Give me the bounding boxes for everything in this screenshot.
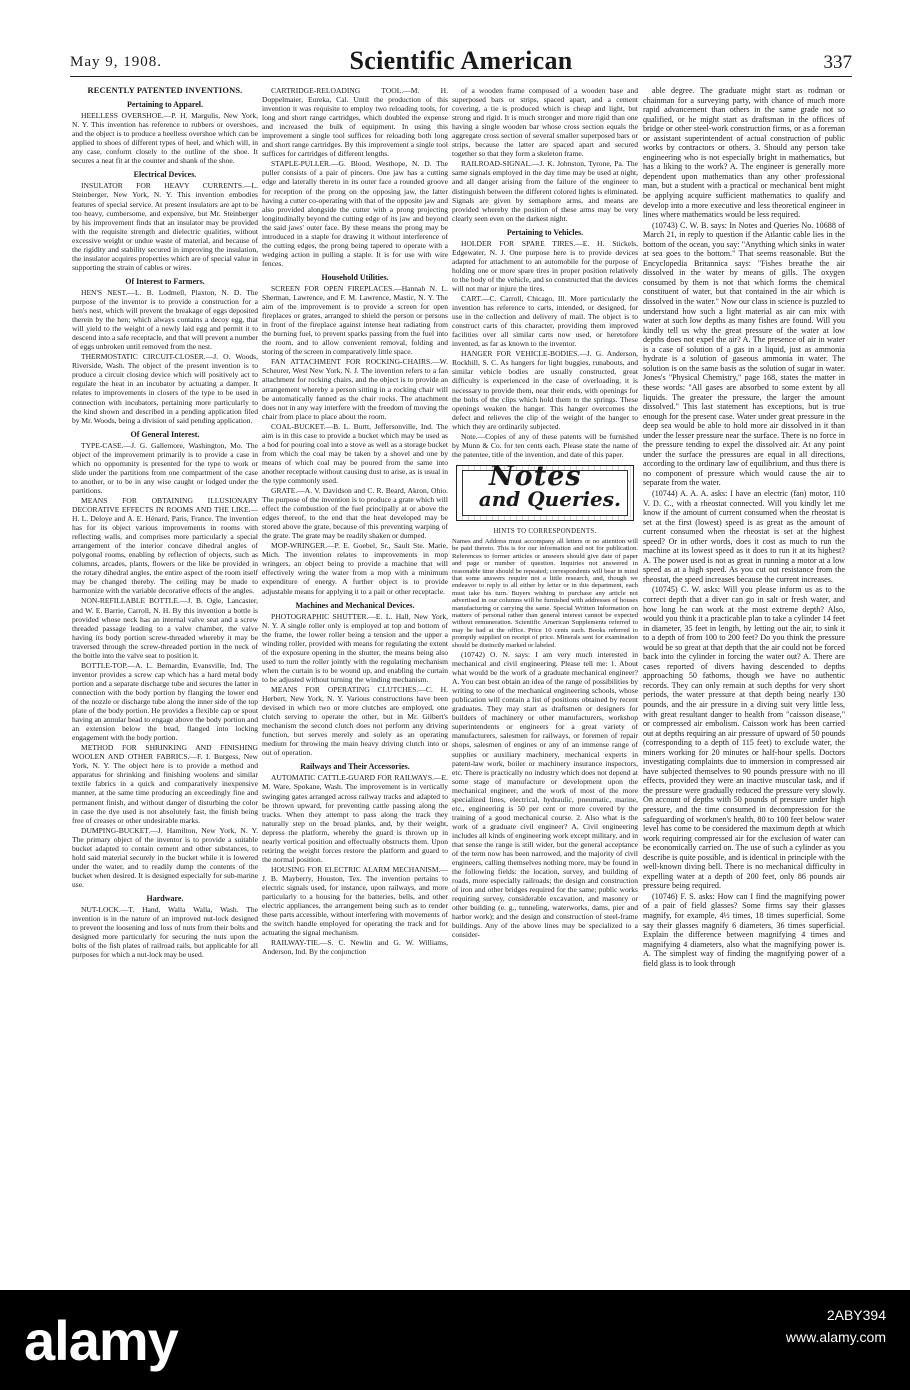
column-1 <box>72 86 258 1076</box>
query-paragraph: (10746) F. S. asks: How can I find the magnifying power of a pair of field glasses? Some firms say their glasses magnify, for example, 4½ times, 18 times superficial. Some say their glasses magnify 6 diameters, 36 times superficial. Explain the difference between magnifying 4 times and magnifying 4 diameters, also what the magnifying power is. A. The simplest way of finding the magnifying power of a field glass is to look through <box>643 891 845 968</box>
article-paragraph: RAILWAY-TIE.—S. C. Newlin and G. W. Williams, Anderson, Ind. By the conjunction <box>262 938 448 957</box>
article-paragraph: COAL-BUCKET.—B. L. Burtt, Jeffersonville, Ind. The aim is in this case to provide a bucket which may be used as a hod for pouring coal into a stove as well as a storage bucket from which the coal may be taken by a shovel and one by means of which coal may be poured from the same into another receptacle without causing dust to arise, as is usual in the type commonly used. <box>262 421 448 485</box>
column-2 <box>262 86 448 1076</box>
subsection-railways: Railways and Their Accessories. <box>300 762 410 772</box>
column-4 <box>643 86 845 1076</box>
banner-frame <box>462 460 628 516</box>
article-paragraph: INSULATOR FOR HEAVY CURRENTS.—L. Steinberger, New York, N. Y. This invention embodies features of special service. At present insulators are apt to be too heavy, cumbersome, and expensive, but Mr. Steinberger by his improvement finds that an insulator may be provided with the requisite strength and dielectric qualities, without excessive weight or undue waste of material, and because of the rigidity and stability secured in improving the insulation, the insulator acquires properties which are of special value in supporting the strain of cables or wires. <box>72 181 258 272</box>
article-paragraph: TYPE-CASE.—J. G. Gallemore, Washington, Mo. The object of the improvement primarily is to provide a case in which no opportunity is presented for the type to work or slide under the partitions from one compartment of the case to another, or to be in any wise caught or lodged under the partitions. <box>72 440 258 495</box>
subsection-hardware: Hardware. <box>146 893 184 903</box>
article-paragraph: CART.—C. Carroll, Chicago, Ill. More particularly the invention has reference to carts, intended, or designed, for use in the collection and delivery of mail. The object is to construct carts of this character, providing them improved facilities over all similar carts now used, or heretofore invented, as far as known to the inventor. <box>452 294 638 349</box>
query-paragraph: (10742) O. N. says: I am very much interested in mechanical and civil engineering. Please tell me: 1. About what would be the work of a graduate mechanical engineer? A. You can best obtain an idea of the range of possibilities by writing to one of the mechanical engineering schools, whose publication will contain a list of positions obtained by recent graduates. They may start as draftsmen or designers for builders of machinery or other manufacturers, workshop superintendents or engineers for a great variety of manufacturers, salesmen for railways, or foremen of repair shops, salesmen of engines or any of an immense range of supplies or auxiliary machinery, mechanical experts in patent-law work, boiler or machinery insurance inspectors, etc. There is practically no industry which does not depend at some stage of manufacture or development upon the mechanical engineer, and the work of most of the more specialized lines, electrical, hydraulic, pneumatic, marine, etc., engineering is 50 per cent or more covered by the training of a good mechanical course. 2. Also what is the work of a graduate civil engineer? A. Civil engineering includes all kinds of engineering work except military, and in that sense the range is still wider, but the general acceptance of the term now has been narrowed, and the majority of civil engineers, calling themselves nothing more, may be found in the following fields: the location, survey, and building of roads, more especially railroads; the design and construction of iron and other bridges required for the same; public works requiring survey, considerable excavation, and masonry or other building (e. g., tunneling, waterworks, dams, pier and harbor work); and the design and construction of steel-frame buildings. Any of the above lines may be specialized to a consider- <box>452 650 638 940</box>
article-paragraph: of a wooden frame composed of a wooden base and superposed bars or strips, spaced apart, and a cement covering, a tie is produced which is cheap and light, but strong and rigid. It is much stronger and more rigid than one having a single wooden bar whose cross section equals the aggregate cross section of several smaller superposed bars or strips, because the latter are spaced apart and secured together so that they form a skeleton frame. <box>452 86 638 159</box>
subsection-household: Household Utilities. <box>321 272 389 282</box>
masthead-title: Scientific American <box>349 46 573 75</box>
article-paragraph: THERMOSTATIC CIRCUIT-CLOSER.—J. O. Woods, Riverside, Wash. The object of the present invention is to produce a circuit closing device which will positively act to regulate the heat in an incubator by actuating a damper. It relates to improvements in closers of the type to be used in connection with incubators, pertaining more particularly to the kind shown and described in a pending application filed by Mr. Woods, being a division of said pending application. <box>72 352 258 425</box>
hints-title: HINTS TO CORRESPONDENTS. <box>493 527 597 535</box>
watermark-info <box>786 1304 886 1348</box>
banner-word-queries: and Queries. <box>478 486 621 511</box>
article-paragraph: SCREEN FOR OPEN FIREPLACES.—Hannah N. L. Sherman, Lawrence, and F. M. Lawrence, Mastic, N. Y. The aim of the improvement is to provide a screen for open fireplaces or grates, arranged to shield the person or persons in front of the fireplace against intense heat radiating from the burning fuel, to prevent sparks passing from the fuel into the room, and to allow convenient removal, folding and storing of the screen in comparatively little space. <box>262 283 448 357</box>
article-paragraph: MEANS FOR OBTAINING ILLUSIONARY DECORATIVE EFFECTS IN ROOMS AND THE LIKE.—H. L. Deloye and A. E. Hénard, Paris, France. The invention has for its object various improvements in rooms with reflecting walls, and comprises more particularly a special arrangement of the interior concave dihedral angles of polygonal rooms, enabling by reflection of objects, such as columns, arcades, plants, flowers or the like be provided in the rotary dihedral angles, the entire aspect of the room itself may be changed thereby. The ceiling may be made to harmonize with the variable decorative effects of the angles. <box>72 495 258 596</box>
banner-word-notes: Notes <box>489 460 582 492</box>
article-paragraph: NUT-LOCK.—T. Hand, Walla Walla, Wash. The invention is in the nature of an improved nut-lock designed to prevent the loosening and loss of nuts from their bolts and designed more particularly for securing the nuts upon the bolts of the fish plates of railroad rails, but applicable for all purposes for which a nut-lock may be used. <box>72 905 258 960</box>
page-header <box>70 40 852 75</box>
article-paragraph: GRATE.—A. V. Davidson and C. R. Beard, Akron, Ohio. The purpose of the invention is to produce a grate which will effect the combustion of the fuel principally at or above the edges thereof, to the end that the heat developed may be stored above the grate, because of this preventing warping of the grate. The grate may be readily shaken or dumped. <box>262 486 448 541</box>
article-paragraph: DUMPING-BUCKET.—J. Hamilton, New York, N. Y. The primary object of the inventor is to provide a suitable bucket adapted to contain cement and other substances, to hold said material securely in the bucket while it is lowered under the water, and to readily dump the contents of the bucket when desired. It is designed especially for sub-marine use. <box>72 825 258 889</box>
article-paragraph: HEELLESS OVERSHOE.—P. H. Margulis, New York, N. Y. This invention has reference to rubbers or overshoes, and the object is to produce a heelless overshoe which can be applied to shoes of different types of heel, and which will, in any case, conform closely to the outline of the shoe. It secures a neat fit at the counter and shank of the shoe. <box>72 111 258 166</box>
article-paragraph: STAPLE-PULLER.—G. Blood, Westhope, N. D. The puller consists of a pair of pincers. One jaw has a cutting edge and laterally thereto in its outer face a rounded groove for reception of the prong on the opposing jaw, the latter having a cutter co-operating with that of the opposite jaw and also provided alongside the cutter with a prong projecting longitudinally beyond the cutting edge of its jaw and beyond the said jaws' outer face. By these means the prong may be introduced in a staple for drawing it without interference of the cutting edges, the prong being tapered to operate with a wedging action in pulling a staple. It is for use with wire fences. <box>262 159 448 268</box>
section-heading: RECENTLY PATENTED INVENTIONS. <box>87 86 243 95</box>
article-paragraph: HOUSING FOR ELECTRIC ALARM MECHANISM.—J. B. Mayberry, Houston, Tex. The invention pertains to electric signals used, for instance, upon railways, and more particularly to a housing for the batteries, bells, and other electric appliances, the arrangement being such as to render these parts accessible, without interfering with movements of the switch handle employed for operating the track and for actuating the signal mechanism. <box>262 864 448 938</box>
article-paragraph: MOP-WRINGER.—P. E. Goebel, Sr., Sault Ste. Marie, Mich. The invention relates to improvements in mop wringers, an object being to provide a machine that will effectively wring the water from a mop with a minimum expenditure of energy. A further object is to provide adjustable means for applying it to a pail or other receptacle. <box>262 541 448 596</box>
article-paragraph: METHOD FOR SHRINKING AND FINISHING WOOLEN AND OTHER FABRICS.—F. I. Burgess, New York, N. Y. The object here is to provide a method and apparatus for shrinking and finishing woolens and similar textile fabrics in a quick and comparatively inexpensive manner, at the same time producing an exceedingly fine and permanent finish, and without danger of disturbing the color in case the dye used is not absolutely fast, the finish being free of creases or other undesirable marks. <box>72 743 258 825</box>
query-paragraph: (10743) C. W. B. says: In Notes and Queries No. 10688 of March 21, in reply to question if the Atlantic cable lies in the bottom of the ocean, you say: "Anything which sinks in water at sea goes to the bottom." That seems reasonable. But the Encyclopedia Britannica says: "Fishes breathe the air dissolved in the water by means of gills. The oxygen consumed by them is not that which forms the chemical constituent of water, but that contained in the air which is dissolved in the water." Now our class in science is puzzled to understand how such a light material as air can mix with water at such low depths as many fishes are found. Will you kindly tell us why the great pressure of the water at low depths does not expel the air? A. The presence of air in water is a case of solution of a gas in a liquid, just as ammonia hydrate is a solution of gaseous ammonia in water. The solution is on the same basis as the solution of sugar in water. Jones's "Physical Chemistry," page 168, states the matter in these words: "All gases are absorbed to some extent by all liquids. The greater the pressure, the larger the amount dissolved." This last statement has exceptions, but is true enough for the present case. Water under great pressure in the deep sea would be able to hold more air dissolved in it than under the lesser pressure near the surface. There is no force in the pressure tending to expel the dissolved air. At any point under the surface the pressures are equal in all directions, according to the ordinary law of equilibrium, and thus there is no component of pressure which would cause the air to separate from the water. <box>643 220 845 488</box>
query-paragraph: able degree. The graduate might start as rodman or chainman for a surveying party, with chance of much more rapid advancement than others in the same grade not so qualified, or he might start as draftsman in the offices of bridge or other steel-work construction firms, or as a foreman or assistant superintendent of actual construction of public works by contractors or others. 3. Should any person take engineering who is not especially bright in mathematics, but has a liking to the work? A. The engineer is generally more dependent upon mathematics than any other professional man, but a student with a practical or mechanical bent might be applying acquire sufficient mathematics to qualify and develop into a more executive and less theoretical engineer in lines where mathematics would be less required. <box>643 86 845 220</box>
hints-text: Names and Address must accompany all letters or no attention will be paid thereto. This is for our information and not for publication. References to former articles or answers should give date of paper and page or number of question. Inquiries not answered in reasonable time should be repeated; correspondents will bear in mind that some answers require not a little research, and, though we endeavor to reply to all either by letter or in this department, each must take his turn. Buyers wishing to purchase any article not advertised in our columns will be furnished with addresses of houses manufacturing or carrying the same. Special Written Information on matters of personal rather than general interest cannot be expected without remuneration. Scientific American Supplements referred to may be had at the office. Price 10 cents each. Books referred to promptly supplied on receipt of price. Minerals sent for examination should be distinctly marked or labeled. <box>452 537 638 649</box>
image-id: 2ABY394 <box>826 1307 886 1323</box>
stock-watermark-bar <box>0 1290 910 1390</box>
patent-note: Note.—Copies of any of these patents will be furnished by Munn & Co. for ten cents each. Please state the name of the patentee, title of the invention, and date of this paper. <box>452 431 638 459</box>
article-paragraph: BOTTLE-TOP.—A. L. Bernardin, Evansville, Ind. The inventor provides a screw cap which has a hard metal body portion and a separate discharge tube and secures the latter in connection with the body portion by flanging the lower end of the nozzle or discharge tube along the inner side of the top plate of the body portion. He provides a flexible cap or spout having an annular bead to engage above the body portion and an extension below the bead, flanged into locking engagement with the body portion. <box>72 660 258 743</box>
subsection-electrical: Electrical Devices. <box>133 170 197 180</box>
header-rule <box>70 76 852 77</box>
subsection-vehicles: Pertaining to Vehicles. <box>506 227 584 237</box>
issue-date: May 9, 1908. <box>70 54 162 70</box>
site-url: www.alamy.com <box>785 1329 886 1345</box>
query-paragraph: (10745) C. W. asks: Will you please inform us as to the correct depth that a diver can go in salt or fresh water, and how long he can work at the most extreme depth? Also, would you think it a practicable plan to take a cylinder 14 feet in diameter, 35 feet in length, by letting out the air, to sink it to a depth of from 100 to 200 feet? Do you think the pressure would be so great at that depth that the air could not be forced back into the cylinder in forcing the water out? A. There are cases reported of divers having descended to depths approaching 50 fathoms, though we have no authentic records. They can only remain at such depths for very short periods, the water pressure at that depth being nearly 130 pounds, and the air pressure in a diving suit very little less, with great resultant danger to health from "caisson disease," or compressed air embolism. Caisson work has been carried out at depths requiring an air pressure of upward of 50 pounds (corresponding to a depth of 115 feet) to exclude water, the miners working for 20 minutes or half-hour spells. Doctors investigating complaints due to immersion in compressed air have subjected themselves to 90 pounds pressure with no ill effects, provided they were an inactive muscular task, and if the pressure were gradually reduced the pressure very slowly. On account of depths with 50 pounds of pressure under high pressure, and the time consumed in decompression for the safeguarding of workmen's health, 80 to 100 feet below water level has come to be considered the maximum depth at which work requiring compressed air for the exclusion of water can be economically carried on. The use of such a cylinder as you describe is quite possible, and is identical in principle with the well-known diving bell. There is no mechanical difficulty in expelling water at a depth of 200 feet, only 86 pounds air pressure being required. <box>643 585 845 891</box>
subsection-machines: Machines and Mechanical Devices. <box>295 600 415 610</box>
article-paragraph: CARTRIDGE-RELOADING TOOL.—M. H. Doppelmaier, Eureka, Cal. Until the production of this invention it was requisite to employ two reloading tools, for long and short range cartridges, which doubled the expense and increased the bulk of equipment. In using this improvement a single tool suffices for reloading both long and short range cartridges. By this improvement a single tool suffices for cartridges of different lengths. <box>262 86 448 159</box>
article-paragraph: PHOTOGRAPHIC SHUTTER.—E. L. Hall, New York, N. Y. A single roller only is employed at top and bottom of the frame, the lower roller being a tension and the upper a winding roller, provided with means for regulating the extent of the exposure opening in the shutter, the means being also used to turn the roller jointly with the regulating mechanism when the curtain is to be wound up, and enabling the curtain to be adjusted without turning the winding mechanism. <box>262 611 448 684</box>
article-paragraph: RAILROAD-SIGNAL.—J. K. Johnston, Tyrone, Pa. The same signals employed in the day time may be used at night, and all danger arising from the failure of the engineer to distinguish between the different colored lights is eliminated. Signals are given by semaphore arms, and means are provided whereby the position of these arms may be very clearly seen even on the darkest night. <box>452 159 638 223</box>
page-number: 337 <box>823 52 852 73</box>
query-paragraph: (10744) A. A. A. asks: I have an electric (fan) motor, 110 V. D. C., with a rheostat connected. Will you kindly let me know if the amount of current consumed when the rheostat is set at the first (lowest) speed is as great as the amount of current consumed when the rheostat is set at the highest speed? Or in other words, does it cost as much to run the machine at its lowest speed as it does to run it at its highest? A. The power used is not as great in running a motor at a low speed as at a high speed. As you cut out resistance from the rheostat, the speed increases because the current increases. <box>643 488 845 584</box>
subsection-farmers: Of Interest to Farmers. <box>125 276 205 286</box>
logo-text: alamy <box>24 1309 178 1372</box>
alamy-logo <box>14 1308 178 1373</box>
article-paragraph: FAN ATTACHMENT FOR ROCKING-CHAIRS.—W. Scheurer, West New York, N. J. The invention refers to a fan attachment for rocking chairs, and the object is to provide an arrangement whereby a person sitting in a rocking chair will be automatically fanned as the chair rocks. The attachment does not in any way interfere with the freedom of moving the chair from place to place about the room. <box>262 357 448 421</box>
subsection-general: Of General Interest. <box>130 429 200 439</box>
notes-and-queries-banner <box>456 460 634 521</box>
column-3 <box>452 86 638 1076</box>
article-paragraph: HEN'S NEST.—L. B. Lodmell, Plaxton, N. D. The purpose of the inventor is to provide a construction for a hen's nest, which will prevent the breakage of eggs deposited therein by the hen; which always contains a decoy egg, that will yield to the weight of a newly laid egg and permit it to descend into a safe receptacle, and that will prevent a number of eggs unbroken until removed from the nest. <box>72 287 258 352</box>
article-paragraph: HOLDER FOR SPARE TIRES.—E. H. Stickels, Edgewater, N. J. One purpose here is to provide devices adapted for attachment to an automobile for the purpose of holding one or more spare tires in proper position relatively to the body of the vehicle, and so constructed that the devices will not mar or injure the tires. <box>452 238 638 293</box>
article-paragraph: MEANS FOR OPERATING CLUTCHES.—C. H. Herbert, New York, N. Y. Various constructions have been devised in which two or more clutches are employed, one clutch serving to operate the other, but in Mr. Gilbert's mechanism the second clutch does not perform any driving function, but serves merely and solely as an operating medium for throwing the main heavy driving clutch into or out of operation. <box>262 685 448 758</box>
article-paragraph: NON-REFILLABLE BOTTLE.—J. B. Ogle, Lancaster, and W. E. Barrie, Carroll, N. H. By this invention a bottle is provided whose neck has an internal valve seat and a screw threaded passage leading to a valve chamber, the valve having its body portion screw-threaded whereby it may be traversed through the screw-threaded portion in the neck of the bottle into the valve seat to position it. <box>72 596 258 660</box>
article-paragraph: HANGER FOR VEHICLE-BODIES.—J. G. Anderson, Rockhill, S. C. As hangers for light buggies, runabouts, and similar vehicle bodies are usually constructed, great difficulty is experienced in the case of overloading, it is necessary to provide them, near their ends, with openings for the bolts of the clips which hold them to the springs. These openings weaken the hanger. This hanger overcomes the defect and relieves the clip of the weight of the hanger to which they are ordinarily subjected. <box>452 349 638 431</box>
article-paragraph: AUTOMATIC CATTLE-GUARD FOR RAILWAYS.—E. M. Ware, Spokane, Wash. The improvement is in vertically swinging gates arranged across railway tracks and adapted to be thrown upward, for preventing cattle passing along the tracks. When they attempt to pass along the track they naturally step on the broad planks, and, by their weight, depress the platform, whereby the guard is thrown up in nearly vertical position and effectually obstructs them. Upon retiring the weight forces restore the platform and guard to the normal position. <box>262 773 448 864</box>
subsection-apparel: Pertaining to Apparel. <box>126 100 204 110</box>
